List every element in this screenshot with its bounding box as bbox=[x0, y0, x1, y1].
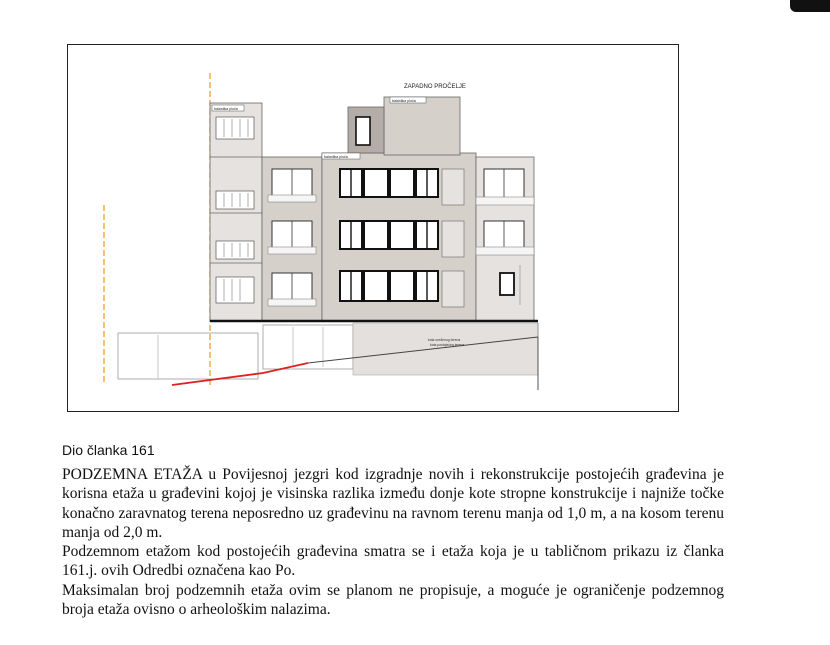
corner-mark bbox=[790, 0, 830, 12]
drawing-title: ZAPADNO PROČELJE bbox=[404, 84, 466, 90]
facade-drawing-svg bbox=[68, 45, 678, 411]
tag-center: balanlika ploča bbox=[324, 155, 348, 159]
article-paragraph-1: PODZEMNA ETAŽA u Povijesnoj jezgri kod izgradnje novih i rekonstrukcije postojećih građevina je korisna etaža u građevini kojoj je visinska razlika između donje kote stropne konstrukcije i najniže točke konačno zaravnatog terena neposredno uz građevinu na ravnom terenu manja od 1,0 m, a na kosom terenu manja od 2,0 m. bbox=[62, 466, 724, 541]
article-paragraph-3: Maksimalan broj podzemnih etaža ovim se planom ne propisuje, a moguće je ograničenje podzemnog broja etaža ovisno o arheološkim nalazima. bbox=[62, 581, 724, 619]
facade-drawing bbox=[67, 44, 679, 412]
terrain-red-line bbox=[172, 363, 308, 385]
article-paragraph-2: Podzemnom etažom kod postojećih građevina smatra se i etaža koja je u tabličnom prikazu iz članka 161.j. ovih Odredbi označena kao Po. bbox=[62, 543, 724, 580]
caption: Dio članka 161 bbox=[62, 442, 155, 458]
facade-top-block bbox=[384, 97, 460, 155]
tag-top: balanlika ploča bbox=[392, 99, 416, 103]
garage-outline bbox=[263, 325, 353, 369]
dim-label-2: kota postojećeg terena bbox=[430, 343, 465, 347]
basement-fill bbox=[353, 323, 538, 375]
basement-outline bbox=[118, 333, 258, 379]
article-text bbox=[62, 465, 724, 619]
tag-left: balanlika ploča bbox=[214, 107, 238, 111]
dim-label-1: kota uređenog terena bbox=[428, 338, 461, 342]
